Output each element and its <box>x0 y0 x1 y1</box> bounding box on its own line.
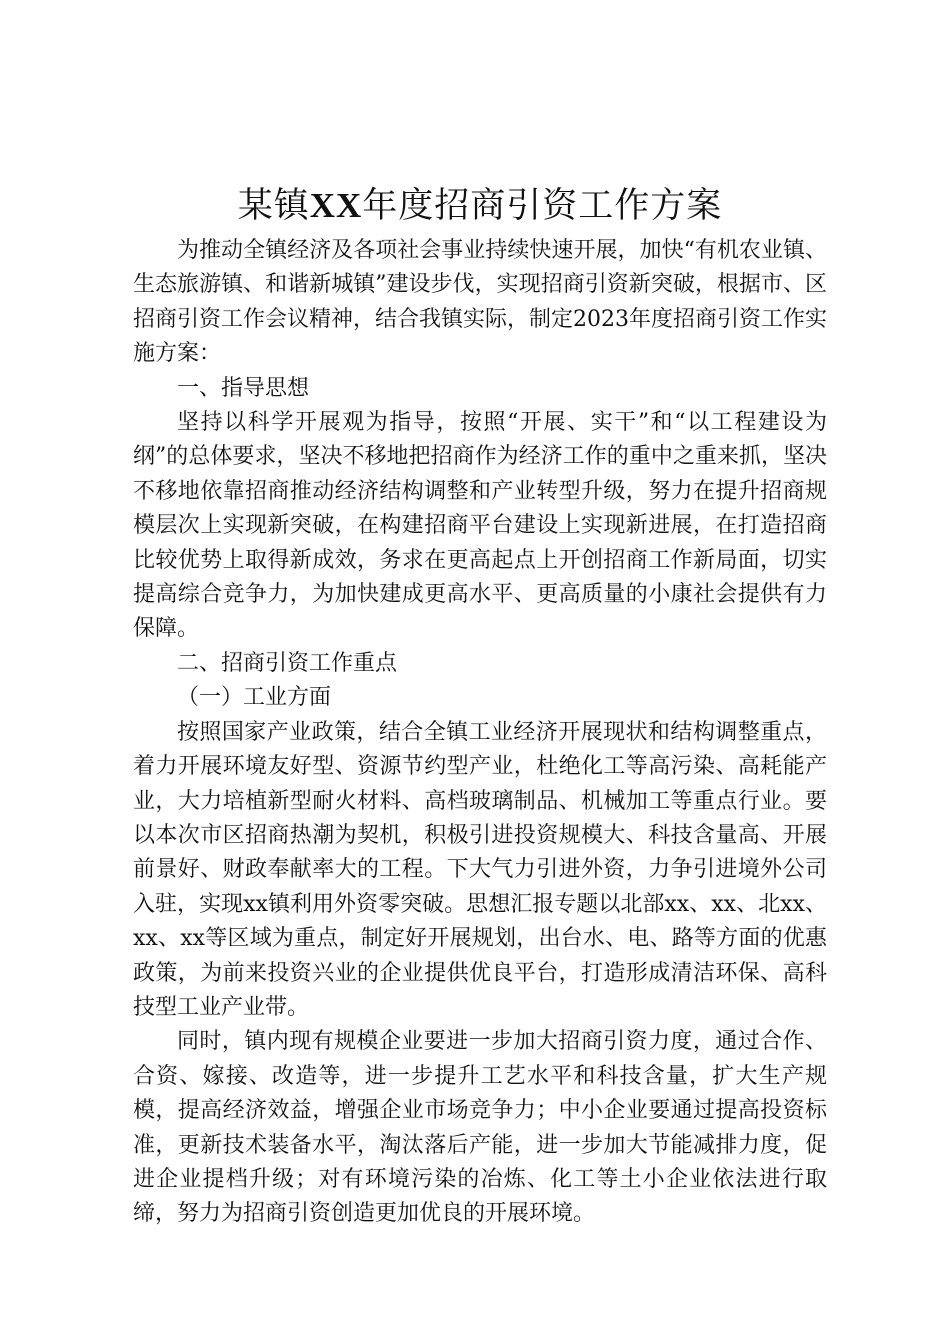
title-prefix: 某镇 <box>237 186 310 226</box>
title-code: XX <box>309 186 363 225</box>
title-suffix: 年度招商引资工作方案 <box>362 186 723 226</box>
subsection-1-paragraph-1: 按照国家产业政策，结合全镇工业经济开展现状和结构调整重点，着力开展环境友好型、资源节约型产业，杜绝化工等高污染、高耗能产业，大力培植新型耐火材料、高档玻璃制品、机械加工等重点行业。要以本次市区招商热潮为契机，积极引进投资规模大、科技含量高、开展前景好、财政奉献率大的工程。下大气力引进外资，力争引进境外公司入驻，实现xx镇利用外资零突破。思想汇报专题以北部xx、xx、北xx、xx、xx等区域为重点，制定好开展规划，出台水、电、路等方面的优惠政策，为前来投资兴业的企业提供优良平台，打造形成清洁环保、高科技型工业产业带。 <box>133 719 827 1020</box>
section-1-heading: 一、指导思想 <box>177 375 310 401</box>
intro-paragraph: 为推动全镇经济及各项社会事业持续快速开展，加快“有机农业镇、生态旅游镇、和谐新城镇”建设步伐，实现招商引资新突破，根据市、区招商引资工作会议精神，结合我镇实际，制定2023年度招商引资工作实施方案： <box>133 238 827 367</box>
subsection-1-paragraph-2: 同时，镇内现有规模企业要进一步加大招商引资力度，通过合作、合资、嫁接、改造等，进一步提升工艺水平和科技含量，扩大生产规模，提高经济效益，增强企业市场竞争力；中小企业要通过提高投资标准，更新技术装备水平，淘汰落后产能，进一步加大节能减排力度，促进企业提档升级；对有环境污染的冶炼、化工等土小企业依法进行取缔，努力为招商引资创造更加优良的开展环境。 <box>133 1029 827 1227</box>
section-1-body: 坚持以科学开展观为指导，按照“开展、实干”和“以工程建设为纲”的总体要求，坚决不移地把招商作为经济工作的重中之重来抓，坚决不移地依靠招商推动经济结构调整和产业转型升级，努力在提升招商规模层次上实现新突破，在构建招商平台建设上实现新进展，在打造招商比较优势上取得新成效，务求在更高起点上开创招商工作新局面，切实提高综合竞争力，为加快建成更高水平、更高质量的小康社会提供有力保障。 <box>133 410 827 642</box>
section-2-heading: 二、招商引资工作重点 <box>177 650 398 676</box>
document-page <box>133 180 827 1232</box>
subsection-1-heading: （一）工业方面 <box>177 685 332 711</box>
document-title <box>133 180 827 232</box>
